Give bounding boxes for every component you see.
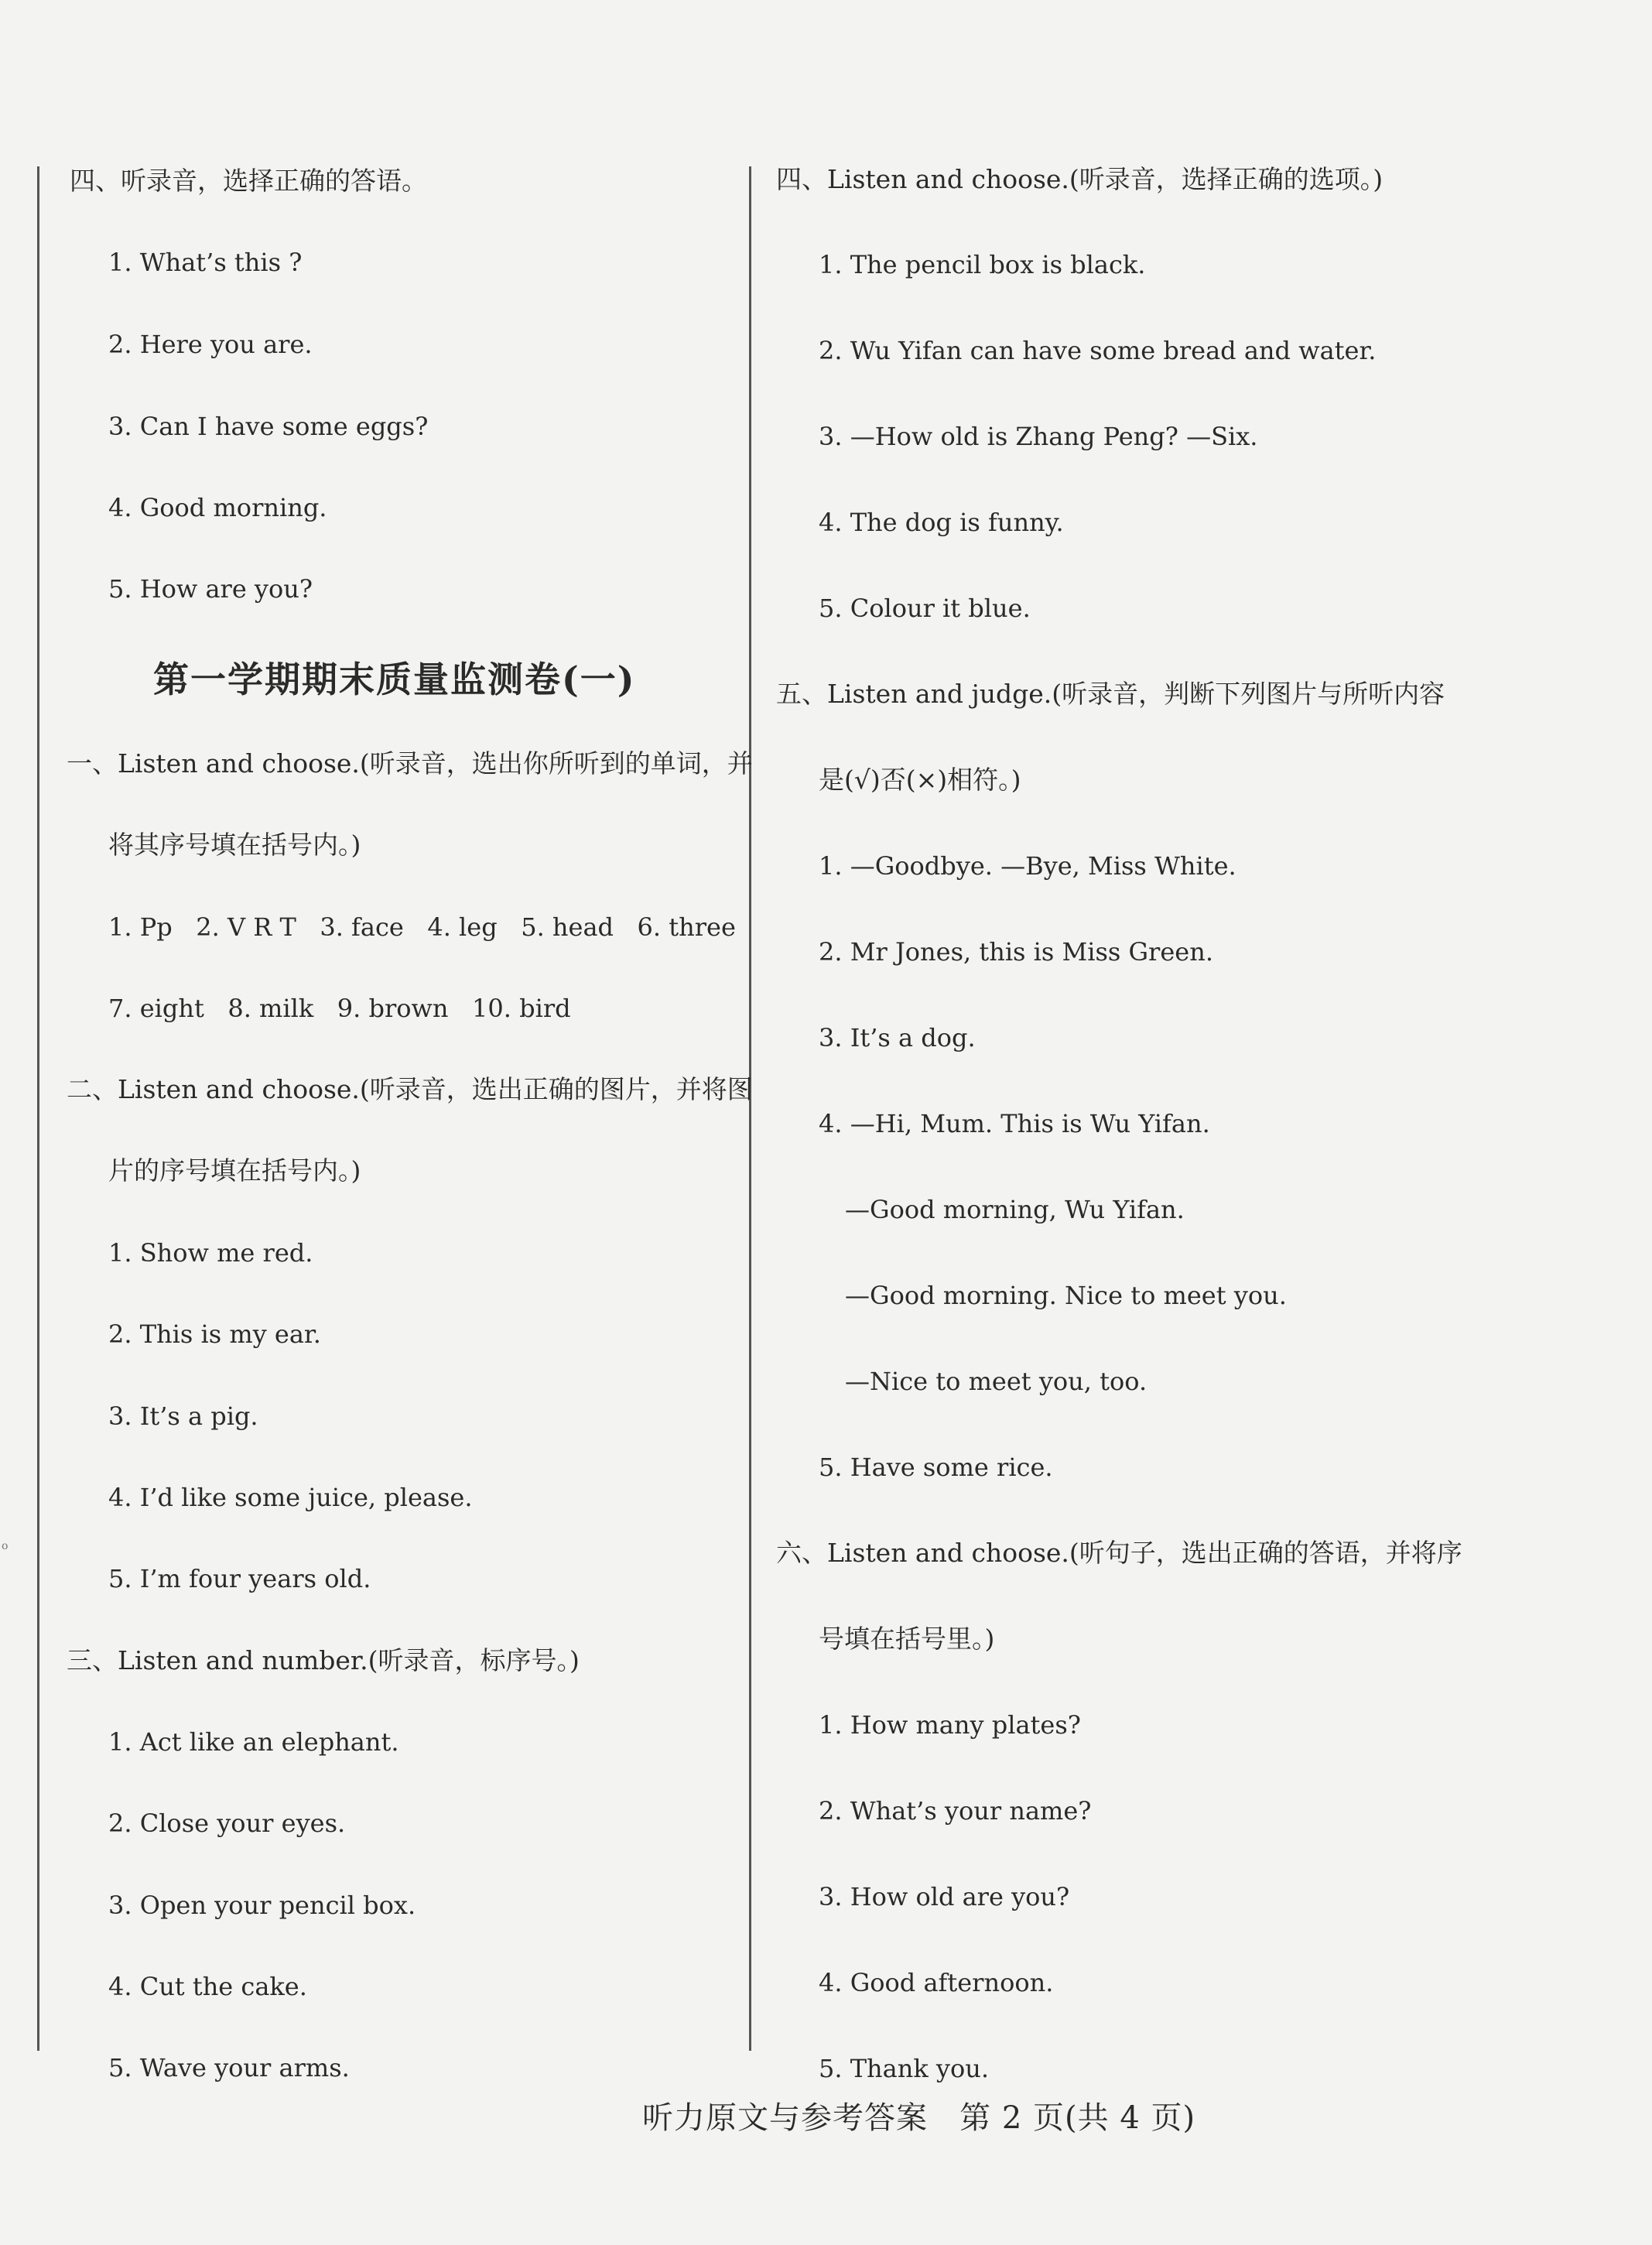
list-item: 3. Can I have some eggs?: [108, 412, 429, 441]
list-item: 5. Wave your arms.: [108, 2053, 350, 2082]
list-item: 3. It’s a pig.: [108, 1401, 258, 1431]
exam-title: 第一学期期末质量监测卷(一): [153, 659, 636, 700]
section-heading: 三、Listen and number.(听录音，标序号。): [67, 1645, 580, 1675]
list-item: 2. This is my ear.: [108, 1319, 321, 1349]
section-heading-cont: 将其序号填在括号内。): [108, 830, 361, 860]
list-item: 3. It’s a dog.: [819, 1023, 976, 1052]
section-heading: 一、Listen and choose.(听录音，选出你所听到的单词，并: [67, 748, 753, 779]
list-item: 1. What’s this ?: [108, 248, 303, 277]
section-heading: 五、Listen and judge.(听录音，判断下列图片与所听内容: [776, 679, 1445, 709]
list-item: 4. —Hi, Mum. This is Wu Yifan.: [819, 1109, 1210, 1138]
list-item: 1. —Goodbye. —Bye, Miss White.: [819, 851, 1236, 881]
word-list: 7. eight 8. milk 9. brown 10. bird: [108, 994, 571, 1023]
margin-mark: o: [2, 1540, 9, 1552]
dialogue-line: —Nice to meet you, too.: [845, 1367, 1148, 1396]
list-item: 4. The dog is funny.: [819, 508, 1064, 537]
list-item: 2. Wu Yifan can have some bread and water.: [819, 336, 1377, 365]
list-item: 2. What’s your name?: [819, 1796, 1092, 1826]
list-item: 4. I’d like some juice, please.: [108, 1483, 473, 1512]
word-list: 1. Pp 2. V R T 3. face 4. leg 5. head 6. three: [108, 912, 736, 942]
list-item: 3. How old are you?: [819, 1882, 1070, 1911]
list-item: 1. Show me red.: [108, 1238, 313, 1268]
list-item: 1. Act like an elephant.: [108, 1727, 399, 1757]
section-heading-cont: 是(√)否(×)相符。): [819, 765, 1021, 795]
list-item: 5. Thank you.: [819, 2054, 990, 2083]
list-item: 1. How many plates?: [819, 1710, 1081, 1740]
section-heading: 六、Listen and choose.(听句子，选出正确的答语，并将序: [776, 1538, 1462, 1568]
list-item: 4. Good afternoon.: [819, 1968, 1054, 1997]
left-margin-rule: [37, 166, 39, 2051]
list-item: 1. The pencil box is black.: [819, 250, 1146, 279]
dialogue-line: —Good morning, Wu Yifan.: [845, 1195, 1185, 1224]
list-item: 5. How are you?: [108, 574, 313, 604]
list-item: 4. Cut the cake.: [108, 1972, 307, 2001]
section-heading: 四、听录音，选择正确的答语。: [70, 166, 427, 196]
section-heading-cont: 号填在括号里。): [819, 1624, 995, 1654]
section-heading: 四、Listen and choose.(听录音，选择正确的选项。): [776, 164, 1384, 194]
list-item: 5. I’m four years old.: [108, 1564, 371, 1593]
dialogue-line: —Good morning. Nice to meet you.: [845, 1281, 1287, 1310]
list-item: 4. Good morning.: [108, 493, 327, 522]
list-item: 3. —How old is Zhang Peng? —Six.: [819, 422, 1258, 451]
list-item: 5. Have some rice.: [819, 1453, 1053, 1482]
section-heading-cont: 片的序号填在括号内。): [108, 1155, 361, 1186]
page-footer: 听力原文与参考答案 第 2 页(共 4 页): [642, 2100, 1196, 2136]
list-item: 2. Here you are.: [108, 330, 313, 359]
center-divider-rule: [749, 166, 751, 2051]
list-item: 3. Open your pencil box.: [108, 1891, 416, 1920]
section-heading: 二、Listen and choose.(听录音，选出正确的图片，并将图: [67, 1074, 753, 1104]
list-item: 5. Colour it blue.: [819, 594, 1031, 623]
list-item: 2. Mr Jones, this is Miss Green.: [819, 937, 1213, 967]
list-item: 2. Close your eyes.: [108, 1809, 346, 1838]
